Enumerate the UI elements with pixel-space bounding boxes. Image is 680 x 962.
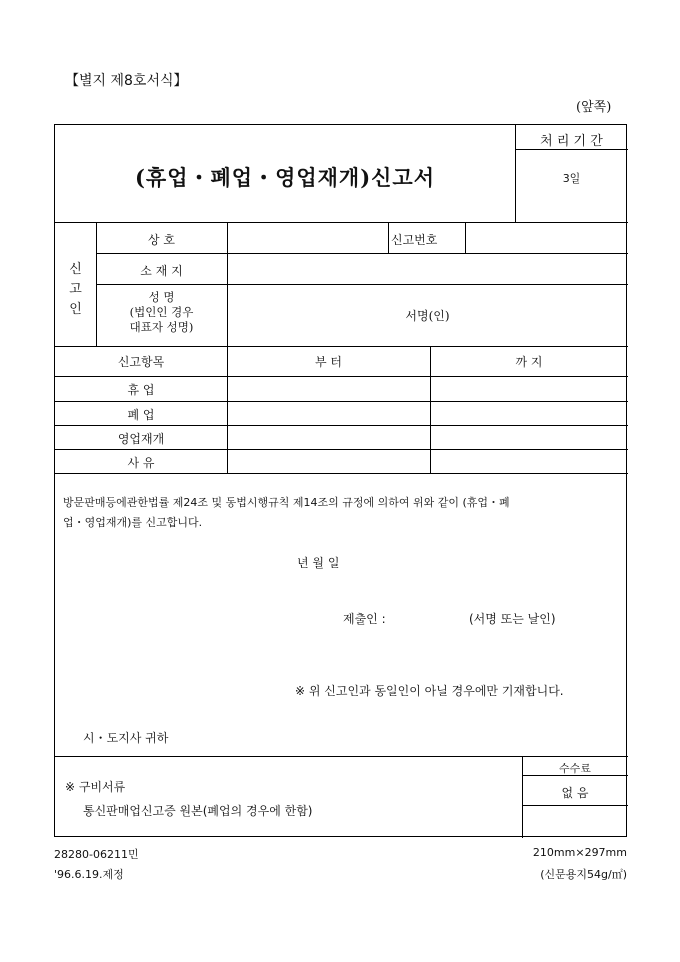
report-no-label: 신고번호 [391,233,438,247]
item-row-reason: 사 유 [127,456,155,470]
footer-size: 210mm×297mm [532,846,627,859]
fee-value: 없 음 [561,786,589,800]
footer-date: '96.6.19.제정 [54,868,124,881]
documents-title: ※ 구비서류 [65,780,126,794]
items-rule-3 [55,425,628,426]
name-label [96,290,227,335]
applicant-label-3: 인 [69,302,82,317]
processing-period-label: 처 리 기 간 [540,134,603,149]
item-row-close: 폐 업 [127,408,155,422]
to-header: 까 지 [515,355,543,369]
documents-item: 통신판매업신고증 원본(폐업의 경우에 한함) [83,804,313,818]
row-rule-2 [96,284,628,285]
address-label: 소 재 지 [140,264,183,278]
processing-rule [515,149,628,150]
form-title: (휴업・폐업・영업재개)신고서 [134,165,436,190]
name-label-sub1: (법인인 경우 [129,305,194,319]
addressee: 시・도지사 귀하 [83,731,169,745]
applicant-label-2: 고 [69,282,82,297]
items-bottom-rule [55,473,628,474]
signature-label[interactable]: 서명(인) [405,309,450,323]
fee-label: 수수료 [559,762,591,775]
header-bottom-rule [55,222,628,223]
applicant-label-1: 신 [69,262,82,277]
items-rule-1 [55,376,628,377]
form-frame [54,124,627,837]
side-label: (앞쪽) [576,100,612,115]
address-field[interactable] [235,257,625,281]
item-row-suspend: 휴 업 [127,383,155,397]
submitter-field[interactable] [395,605,467,627]
fee-rule-2 [522,805,628,806]
from-header: 부 터 [315,355,342,369]
report-no-divider-left [388,222,389,253]
submitter-label: 제출인 : [343,612,386,626]
body-bottom-rule [55,756,628,757]
footer-code: 28280-06211민 [54,848,139,861]
row-rule-1 [96,253,628,254]
name-label-main: 성 명 [148,290,175,304]
note-text: ※ 위 신고인과 동일인이 아닐 경우에만 기재합니다. [295,684,564,698]
submitter-sign: (서명 또는 날인) [469,612,556,626]
trade-name-field[interactable] [238,226,386,250]
name-label-sub2: 대표자 성명) [129,320,194,334]
items-rule-4 [55,449,628,450]
report-no-divider-right [465,222,466,253]
report-no-field[interactable] [469,226,624,250]
processing-period-value: 3일 [562,172,581,185]
footer-paper: (신문용지54g/㎡) [540,868,627,881]
statement-line-2: 업・영업재개)를 신고합니다. [63,516,203,529]
date-line[interactable]: 년 월 일 [297,556,340,570]
applicant-bottom-rule [55,346,628,347]
form-label: 【별지 제8호서식】 [65,73,188,89]
label-column-divider [227,222,228,473]
statement-line-1: 방문판매등에관한법률 제24조 및 동법시행규칙 제14조의 규정에 의하여 위와 같이 (휴업・폐 [63,496,510,509]
items-rule-2 [55,401,628,402]
item-row-resume: 영업재개 [117,432,165,446]
items-header-label: 신고항목 [117,355,165,369]
trade-name-label: 상 호 [148,233,175,247]
